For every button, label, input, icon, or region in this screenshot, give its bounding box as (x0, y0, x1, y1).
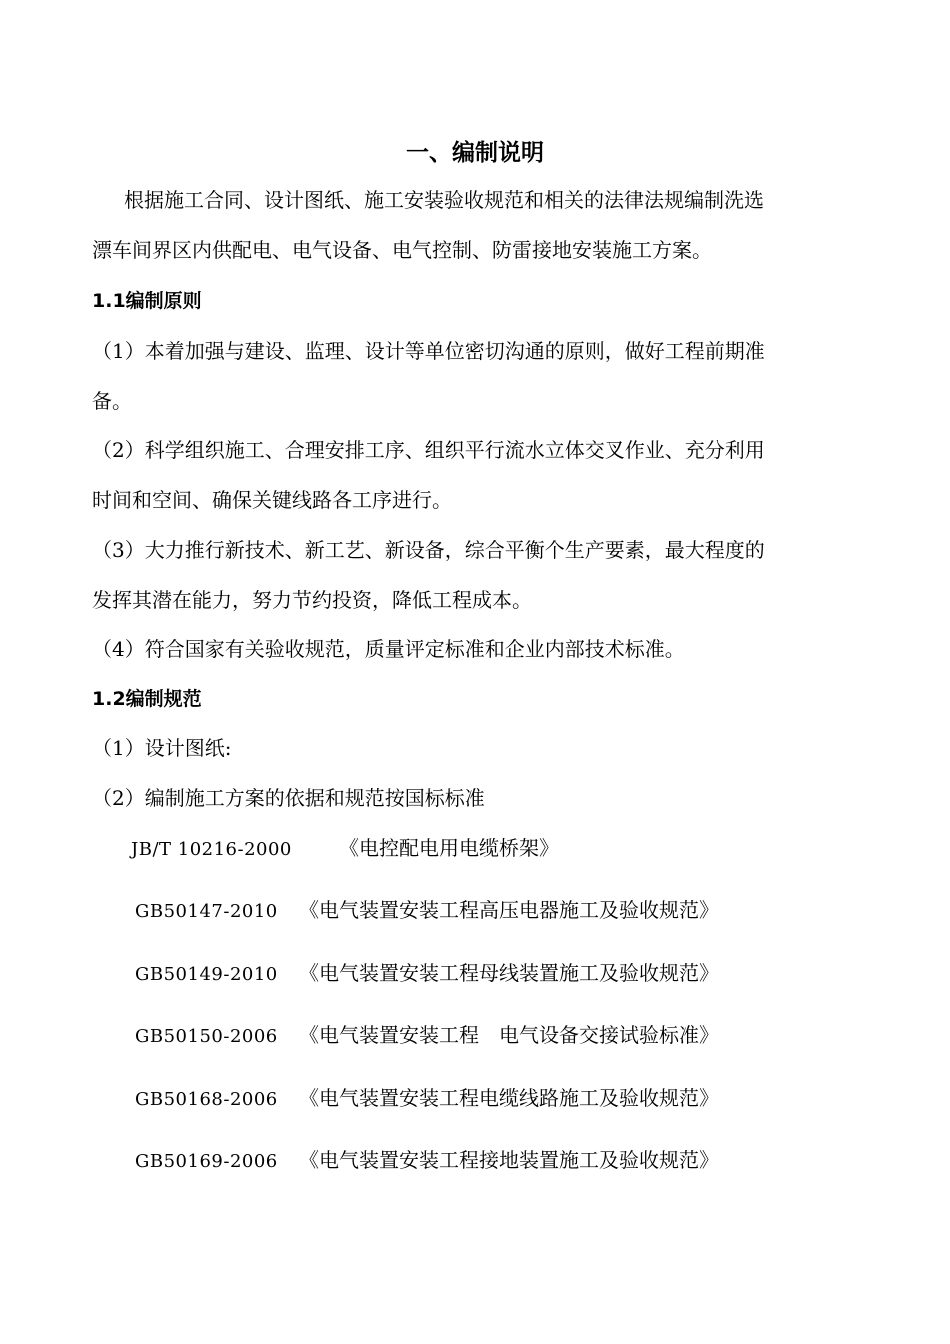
standard-code: GB50147-2010 (135, 901, 278, 922)
standard-row (135, 1022, 719, 1050)
section-heading-principles: 1.1编制原则 (92, 290, 202, 312)
standard-code: GB50149-2010 (135, 964, 278, 985)
standard-name: 《电气装置安装工程接地装置施工及验收规范》 (299, 1148, 719, 1172)
intro-line-2: 漂车间界区内供配电、电气设备、电气控制、防雷接地安装施工方案。 (92, 238, 712, 262)
principle-2-line-1: （2）科学组织施工、合理安排工序、组织平行流水立体交叉作业、充分利用 (92, 438, 765, 462)
principle-4-line-1: （4）符合国家有关验收规范，质量评定标准和企业内部技术标准。 (92, 637, 685, 661)
standard-name: 《电气装置安装工程高压电器施工及验收规范》 (299, 898, 719, 922)
standard-row (135, 1085, 719, 1113)
principle-3-line-1: （3）大力推行新技术、新工艺、新设备，综合平衡个生产要素，最大程度的 (92, 538, 765, 562)
standard-name: 《电控配电用电缆桥架》 (339, 836, 559, 860)
principle-1-line-2: 备。 (92, 389, 132, 413)
standard-code: JB/T 10216-2000 (131, 839, 292, 860)
page-title: 一、编制说明 (406, 140, 544, 166)
standard-name: 《电气装置安装工程 电气设备交接试验标准》 (299, 1023, 719, 1047)
standard-row (135, 1147, 719, 1175)
standard-row (131, 835, 559, 863)
standards-item-1: （1）设计图纸: (92, 736, 232, 760)
standard-code: GB50150-2006 (135, 1026, 278, 1047)
intro-line-1: 根据施工合同、设计图纸、施工安装验收规范和相关的法律法规编制洗选 (124, 188, 764, 212)
principle-3-line-2: 发挥其潜在能力，努力节约投资，降低工程成本。 (92, 588, 532, 612)
section-heading-standards: 1.2编制规范 (92, 688, 202, 710)
standard-row (135, 897, 719, 925)
standard-row (135, 960, 719, 988)
principle-2-line-2: 时间和空间、确保关键线路各工序进行。 (92, 488, 452, 512)
standard-code: GB50169-2006 (135, 1151, 278, 1172)
standard-name: 《电气装置安装工程电缆线路施工及验收规范》 (299, 1086, 719, 1110)
principle-1-line-1: （1）本着加强与建设、监理、设计等单位密切沟通的原则，做好工程前期准 (92, 339, 765, 363)
standard-name: 《电气装置安装工程母线装置施工及验收规范》 (299, 961, 719, 985)
standard-code: GB50168-2006 (135, 1089, 278, 1110)
standards-item-2: （2）编制施工方案的依据和规范按国标标准 (92, 786, 485, 810)
